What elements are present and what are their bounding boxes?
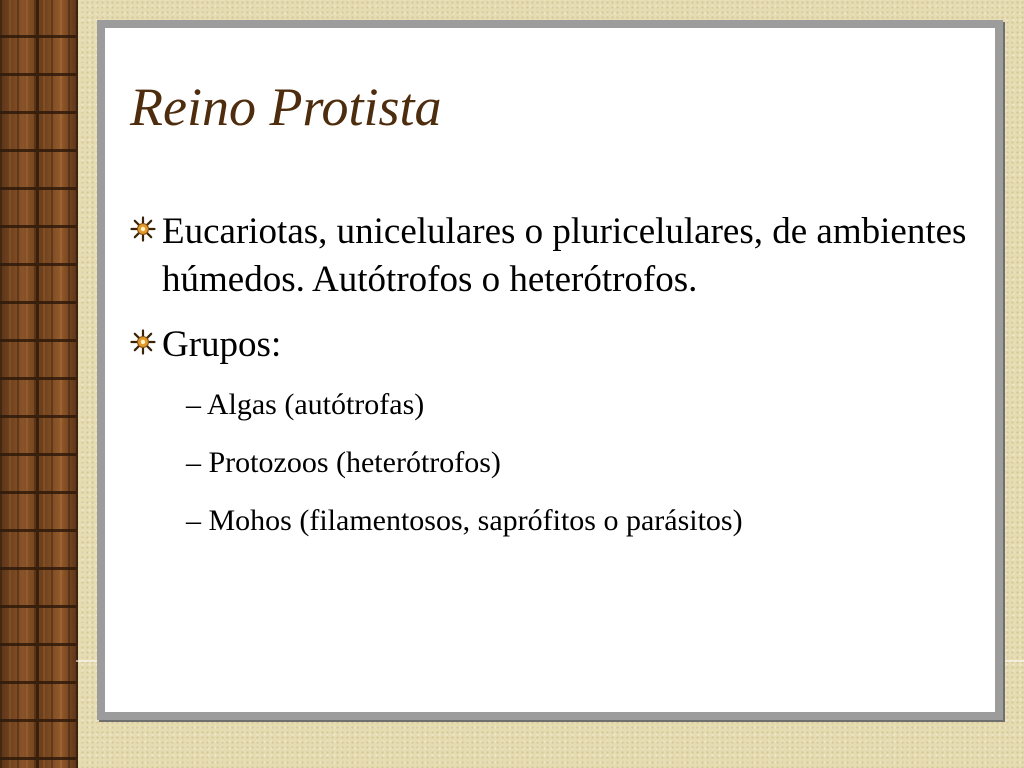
starburst-icon [130, 208, 162, 247]
slide-title: Reino Protista [130, 77, 442, 137]
starburst-icon [130, 321, 162, 360]
sub-bullet: – Protozoos (heterótrofos) [186, 446, 501, 479]
bullet-item [130, 208, 980, 304]
wood-grid-overlay [0, 0, 76, 768]
sub-bullet: – Mohos (filamentosos, saprófitos o parásitos) [186, 504, 743, 537]
slide-content [130, 208, 980, 560]
bullet-text: Grupos: [162, 324, 282, 365]
bullet-text: Eucariotas, unicelulares o pluricelulares, de ambientes húmedos. Autótrofos o heterótrofos. [162, 211, 967, 300]
bullet-item [130, 321, 980, 369]
sub-bullet: – Algas (autótrofas) [186, 388, 425, 421]
